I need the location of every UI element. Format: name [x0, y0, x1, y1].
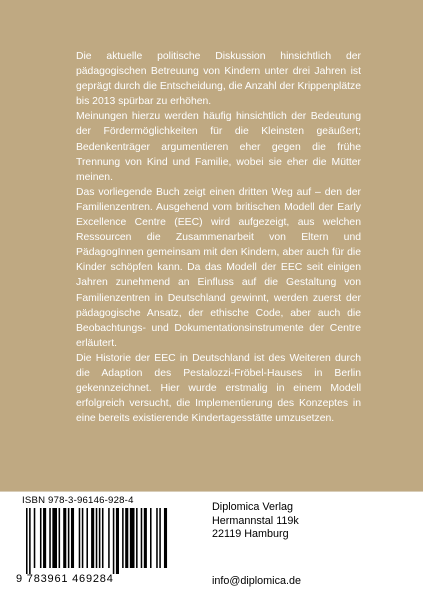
- blurb-paragraph-3: Das vorliegende Buch zeigt einen dritten Weg auf – den der Familienzentren. Ausgehend vom britischen Modell der Early Excellence Centre (EEC) wird aufgezeigt, aus welchen Ressourcen die Zusammenarbeit von Eltern und PädagogInnen gemeinsam mit den Kindern, aber auch für die Kinder schöpfen kann. Da das Modell der EEC seit einigen Jahren zunehmend an Einfluss auf die Gestaltung von Familienzentren in Deutschland gewinnt, werden zuerst der pädagogische Ansatz, der ethische Code, aber auch die Beobachtungs- und Dokumentationsinstrumente der Centre erläutert.: [76, 186, 361, 349]
- barcode-bar: [49, 508, 51, 568]
- barcode-bar: [71, 508, 74, 568]
- isbn-label: ISBN 978-3-96146-928-4: [22, 495, 134, 506]
- barcode-bar: [96, 508, 98, 568]
- publisher-address: [212, 501, 299, 542]
- barcode-bar: [40, 508, 42, 568]
- barcode-bar: [68, 508, 70, 568]
- blurb-paragraph-2: Meinungen hierzu werden häufig hinsichtlich der Bedeutung der Fördermöglichkeiten für die Kleinsten geäußert; Bedenkenträger argumentieren eher gegen die frühe Trennung von Kind und Familie, wobei sie eher die Mütter meinen.: [76, 111, 361, 183]
- barcode-bar: [63, 508, 66, 568]
- barcode-bar: [86, 508, 88, 568]
- barcode-bar: [130, 508, 135, 568]
- barcode-bar: [26, 508, 28, 574]
- barcode-bar: [150, 508, 152, 568]
- barcode-bar: [144, 508, 147, 568]
- barcode-bar: [108, 508, 110, 568]
- barcode-bar: [141, 508, 143, 568]
- barcode-bar: [125, 508, 128, 568]
- barcode-bar: [79, 508, 81, 568]
- barcode-digits: 9 783961 469284: [16, 573, 114, 585]
- barcode-bar: [34, 508, 36, 568]
- barcode-bar: [59, 508, 61, 568]
- publisher-city: 22119 Hamburg: [212, 528, 289, 541]
- barcode-bar: [136, 508, 138, 568]
- publisher-email[interactable]: info@diplomica.de: [212, 575, 301, 587]
- barcode-bar: [43, 508, 46, 568]
- footer-divider: [0, 491, 423, 492]
- publisher-name: Diplomica Verlag: [212, 501, 294, 513]
- barcode-icon: [20, 508, 170, 574]
- publisher-street: Hermannstal 119k: [212, 514, 299, 527]
- barcode-bar: [156, 508, 158, 568]
- barcode-image: [20, 508, 170, 574]
- barcode-bar: [29, 508, 31, 574]
- barcode-bar: [102, 508, 104, 568]
- barcode-bar: [99, 508, 101, 568]
- barcode-bar: [164, 508, 167, 568]
- barcode-bar: [82, 508, 84, 568]
- blurb-paragraph-4: Die Historie der EEC in Deutschland ist des Weiteren durch die Adaption des Pestalozzi-Fröbel-Hauses in Berlin gekennzeichnet. Hier wurde erstmalig in einem Modell erfolgreich versucht, die Implementierung des Konzeptes in eine bereits existierende Kindertagesstätte umzusetzen.: [76, 352, 361, 425]
- barcode-bar: [122, 508, 124, 568]
- barcode-bar: [116, 508, 119, 574]
- blurb-paragraph-1: Die aktuelle politische Diskussion hinsichtlich der pädagogischen Betreuung von Kindern unter drei Jahren ist geprägt durch die Entscheidung, die Anzahl der Krippenplätze bis 2013 spürbar zu erhöhen.: [76, 51, 361, 108]
- blurb-text: [76, 49, 361, 426]
- barcode-bar: [113, 508, 115, 574]
- barcode-bar: [52, 508, 57, 568]
- footer-panel: [0, 491, 423, 600]
- barcode-bar: [91, 508, 94, 568]
- barcode-bar: [159, 508, 161, 568]
